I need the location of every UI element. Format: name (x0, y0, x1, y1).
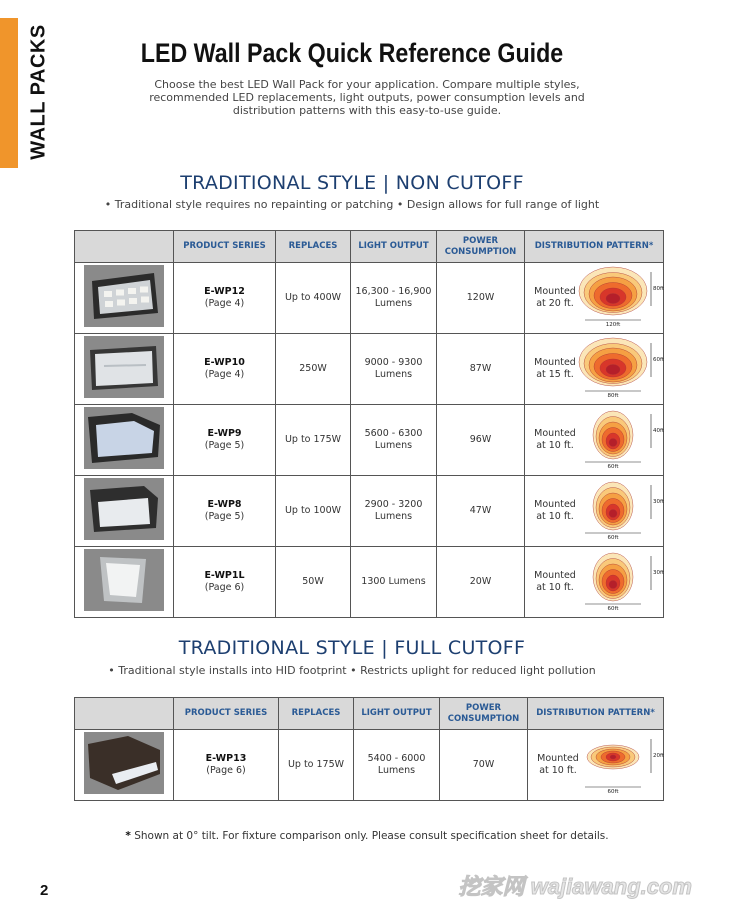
light-output-cell: 9000 - 9300 Lumens (351, 334, 437, 405)
power-consumption-cell: 96W (437, 405, 525, 476)
light-output-header: LIGHT OUTPUT (351, 231, 437, 263)
product-row (75, 730, 664, 801)
product-series-header: PRODUCT SERIES (174, 698, 279, 730)
led-module (129, 298, 137, 304)
fixture-lens (106, 563, 140, 597)
led-module (116, 290, 124, 296)
side-tab-marker (0, 18, 18, 168)
width-dimension-label: 60ft (607, 535, 619, 541)
product-series-name: E-WP13 (205, 753, 247, 764)
fixture-photo (84, 732, 164, 794)
contour-ring (606, 294, 620, 304)
intro-paragraph: Choose the best LED Wall Pack for your application. Compare multiple styles, recommended LED replacements, light outputs, power consumption levels and distribution patterns with this easy-to-use guide. (149, 78, 585, 117)
replaces-header: REPLACES (276, 231, 351, 263)
light-output-header: LIGHT OUTPUT (354, 698, 440, 730)
light-output-cell: 16,300 - 16,900 Lumens (351, 263, 437, 334)
width-dimension-label: 60ft (607, 606, 619, 612)
fixture-photo (84, 407, 164, 469)
led-module (117, 300, 125, 306)
fixture-photo (84, 549, 164, 611)
side-tab-label: WALL PACKS (27, 24, 50, 160)
page-title: LED Wall Pack Quick Reference Guide (140, 38, 564, 68)
distribution-pattern-cell (525, 405, 664, 476)
replaces-header: REPLACES (279, 698, 354, 730)
height-dimension-label: 80ft (653, 286, 664, 292)
width-dimension-label: 60ft (607, 789, 619, 795)
section-subtitle-non-cutoff: • Traditional style requires no repainting or patching • Design allows for full range of light (104, 198, 600, 211)
light-output-cell: 2900 - 3200 Lumens (351, 476, 437, 547)
light-output-cell: 1300 Lumens (351, 547, 437, 618)
replaces-cell: Up to 175W (276, 405, 351, 476)
width-dimension-label: 60ft (607, 464, 619, 470)
power-consumption-cell: 70W (440, 730, 528, 801)
led-module (140, 287, 148, 293)
power-consumption-cell: 47W (437, 476, 525, 547)
mounting-height: Mounted at 10 ft. (534, 428, 576, 451)
product-page-reference: (Page 5) (204, 511, 245, 522)
fixture-photo (84, 265, 164, 327)
mounting-height: Mounted at 10 ft. (534, 570, 576, 593)
product-series-header: PRODUCT SERIES (174, 231, 276, 263)
product-series-name: E-WP9 (207, 428, 242, 439)
section-title-non-cutoff: TRADITIONAL STYLE | NON CUTOFF (180, 172, 524, 194)
watermark: 挖家网 wajiawang.com (458, 874, 692, 899)
distribution-contours (593, 411, 633, 459)
fixture-photo (84, 336, 164, 398)
product-series-cell (174, 334, 276, 405)
contour-ring (609, 581, 617, 589)
product-series-cell (174, 476, 276, 547)
power-consumption-cell: 87W (437, 334, 525, 405)
distribution-contours (587, 745, 639, 769)
full-cutoff-table (74, 697, 664, 801)
product-image-cell (75, 730, 174, 801)
contour-ring (606, 365, 620, 375)
mounting-height: Mounted at 15 ft. (534, 357, 576, 380)
replaces-cell: 50W (276, 547, 351, 618)
mounting-height: Mounted at 10 ft. (534, 499, 576, 522)
product-row (75, 547, 664, 618)
power-consumption-cell: 20W (437, 547, 525, 618)
non-cutoff-table (74, 230, 664, 618)
light-output-cell: 5600 - 6300 Lumens (351, 405, 437, 476)
width-dimension-label: 80ft (607, 393, 619, 399)
product-row (75, 476, 664, 547)
product-series-name: E-WP10 (204, 357, 245, 368)
distribution-pattern-cell (528, 730, 664, 801)
product-image-cell (75, 263, 174, 334)
distribution-pattern-cell (525, 263, 664, 334)
product-page-reference: (Page 5) (204, 440, 245, 451)
led-module (105, 301, 113, 307)
width-dimension-label: 120ft (605, 322, 621, 328)
contour-ring (609, 510, 617, 518)
fixture-lens (98, 498, 150, 527)
product-series-cell (174, 547, 276, 618)
product-page-reference: (Page 4) (204, 298, 245, 309)
led-strip (104, 365, 146, 366)
product-series-name: E-WP8 (207, 499, 242, 510)
distribution-pattern-cell (525, 547, 664, 618)
distribution-pattern-diagram (577, 733, 664, 795)
distribution-contours (593, 553, 633, 601)
distribution-pattern-diagram (577, 266, 664, 328)
distribution-pattern-diagram (577, 550, 664, 612)
height-dimension-label: 20ft (653, 753, 664, 759)
product-series-cell (174, 263, 276, 334)
product-page-reference: (Page 6) (206, 765, 246, 776)
replaces-cell: Up to 175W (279, 730, 354, 801)
distribution-pattern-cell (525, 334, 664, 405)
product-series-cell (174, 405, 276, 476)
height-dimension-label: 60ft (653, 357, 664, 363)
power-consumption-header: POWER CONSUMPTION (437, 231, 525, 263)
product-image-cell (75, 405, 174, 476)
product-page-reference: (Page 4) (204, 369, 245, 380)
replaces-cell: Up to 400W (276, 263, 351, 334)
product-row (75, 405, 664, 476)
distribution-pattern-header: DISTRIBUTION PATTERN* (528, 698, 664, 730)
distribution-pattern-header: DISTRIBUTION PATTERN* (525, 231, 664, 263)
distribution-contours (579, 338, 647, 386)
contour-ring (610, 755, 616, 759)
distribution-contours (593, 482, 633, 530)
replaces-cell: Up to 100W (276, 476, 351, 547)
led-module (128, 288, 136, 294)
product-image-cell (75, 476, 174, 547)
distribution-pattern-cell (525, 476, 664, 547)
product-row (75, 263, 664, 334)
product-image-cell (75, 547, 174, 618)
height-dimension-label: 30ft (653, 499, 664, 505)
product-image-cell (75, 334, 174, 405)
image-column-header (75, 698, 174, 730)
product-series-name: E-WP1L (204, 570, 245, 581)
image-column-header (75, 231, 174, 263)
footnote (0, 830, 734, 842)
product-row (75, 334, 664, 405)
distribution-pattern-diagram (577, 408, 664, 470)
section-subtitle-full-cutoff: • Traditional style installs into HID footprint • Restricts uplight for reduced light pollution (108, 664, 596, 677)
replaces-cell: 250W (276, 334, 351, 405)
page-number: 2 (40, 882, 49, 899)
power-consumption-header: POWER CONSUMPTION (440, 698, 528, 730)
product-series-name: E-WP12 (204, 286, 245, 297)
distribution-pattern-diagram (577, 337, 664, 399)
power-consumption-cell: 120W (437, 263, 525, 334)
product-page-reference: (Page 6) (204, 582, 245, 593)
footnote-text: Shown at 0° tilt. For fixture comparison only. Please consult specification sheet for details. (130, 830, 609, 842)
distribution-contours (579, 267, 647, 315)
footnote-mark: * (125, 830, 131, 842)
led-module (141, 297, 149, 303)
distribution-pattern-diagram (577, 479, 664, 541)
mounting-height: Mounted at 10 ft. (537, 753, 579, 776)
height-dimension-label: 40ft (653, 428, 664, 434)
product-series-cell (174, 730, 279, 801)
fixture-photo (84, 478, 164, 540)
led-module (104, 291, 112, 297)
contour-ring (609, 439, 617, 447)
fixture-lens (95, 351, 153, 386)
section-title-full-cutoff: TRADITIONAL STYLE | FULL CUTOFF (178, 637, 526, 659)
mounting-height: Mounted at 20 ft. (534, 286, 576, 309)
height-dimension-label: 30ft (653, 570, 664, 576)
light-output-cell: 5400 - 6000 Lumens (354, 730, 440, 801)
